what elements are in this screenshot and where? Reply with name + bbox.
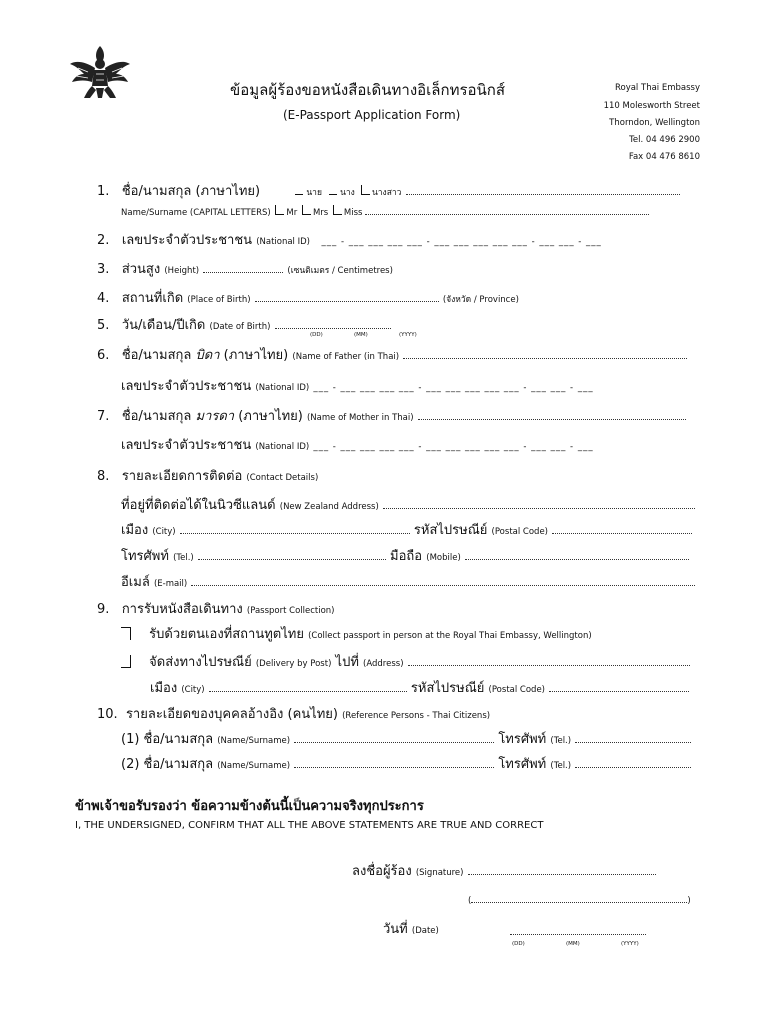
q8-address-label-th: ที่อยู่ที่ติดต่อได้ในนิวซีแลนด์ <box>121 498 276 513</box>
date-field[interactable] <box>510 924 646 935</box>
signature-label-th: ลงชื่อผู้ร้อง <box>352 864 412 879</box>
embassy-street: 110 Molesworth Street <box>603 101 700 111</box>
q8-address-label-en: (New Zealand Address) <box>279 502 379 512</box>
ref2-name-field[interactable] <box>294 757 494 768</box>
q6-label-th2: (ภาษาไทย) <box>223 348 289 363</box>
mrs-label: Mrs <box>312 208 329 218</box>
mrs-th-checkbox[interactable] <box>329 194 337 195</box>
q1-number: 1. <box>97 184 110 199</box>
embassy-city: Thorndon, Wellington <box>609 118 700 128</box>
printed-name-row <box>468 892 691 906</box>
q10-row <box>97 703 490 724</box>
date-label-en: (Date) <box>411 926 439 936</box>
mr-th-checkbox[interactable] <box>295 194 303 195</box>
q9-label-th: การรับหนังสือเดินทาง <box>121 602 243 617</box>
q1-label-th: ชื่อ/นามสกุล (ภาษาไทย) <box>121 184 261 199</box>
q8-tel-label-en: (Tel.) <box>173 553 194 563</box>
postcode-field[interactable] <box>552 523 692 534</box>
delivery-by-post-label-en: (Delivery by Post) <box>255 659 332 669</box>
garuda-emblem-icon <box>68 42 132 100</box>
miss-label: Miss <box>343 208 363 218</box>
q6-number: 6. <box>97 348 110 363</box>
printed-name-open: ( <box>468 896 472 906</box>
q7-label-th: ชื่อ/นามสกุล <box>121 409 192 424</box>
declaration-en: I, THE UNDERSIGNED, CONFIRM THAT ALL THE ABOVE STATEMENTS ARE TRUE AND CORRECT <box>75 820 544 831</box>
q3-label-en: (Height) <box>164 266 200 276</box>
date-yyyy-hint: (YYYY) <box>621 941 639 947</box>
date-row <box>383 918 439 939</box>
mr-th-label: นาย <box>306 188 322 198</box>
mr-checkbox[interactable] <box>275 205 284 215</box>
national-id-field[interactable]: ___ - ___ ___ ___ ___ - ___ ___ ___ ___ ___ - ___ ___ - ___ <box>314 237 602 247</box>
delivery-by-post-checkbox[interactable] <box>121 655 131 668</box>
ref1-tel-label-th: โทรศัพท์ <box>498 732 547 747</box>
q2-label-en: (National ID) <box>256 237 310 247</box>
q1-label-en: Name/Surname (CAPITAL LETTERS) <box>121 208 271 218</box>
q3-label-th: ส่วนสูง <box>121 262 161 277</box>
q9-number: 9. <box>97 602 110 617</box>
dob-field[interactable] <box>275 318 391 329</box>
ref2-label-th: (2) ชื่อ/นามสกุล <box>121 757 214 772</box>
q7-label-th2: (ภาษาไทย) <box>238 409 303 424</box>
ref2-label-en: (Name/Surname) <box>217 761 291 771</box>
q3-number: 3. <box>97 262 110 277</box>
embassy-tel: Tel. 04 496 2900 <box>629 135 700 145</box>
ref2-tel-label-en: (Tel.) <box>550 761 572 771</box>
mr-label: Mr <box>286 208 298 218</box>
q7-number: 7. <box>97 409 110 424</box>
q9-postcode-label-en: (Postal Code) <box>488 685 545 695</box>
q10-label-th: รายละเอียดของบุคคลอ้างอิง (คนไทย) <box>125 707 338 722</box>
miss-th-label: นางสาว <box>371 188 402 198</box>
q10-number: 10. <box>97 707 118 722</box>
ref1-tel-field[interactable] <box>575 732 691 743</box>
q8-number: 8. <box>97 469 110 484</box>
birthplace-field[interactable] <box>255 291 439 302</box>
nz-address-field[interactable] <box>383 498 695 509</box>
collect-in-person-label-en: (Collect passport in person at the Royal Thai Embassy, Wellington) <box>308 631 592 641</box>
ref1-label-th: (1) ชื่อ/นามสกุล <box>121 732 214 747</box>
delivery-postcode-field[interactable] <box>549 681 689 692</box>
signature-row <box>352 860 656 881</box>
q5-label-en: (Date of Birth) <box>209 322 271 332</box>
q1-row-en <box>121 204 649 218</box>
q7-id-label-en: (National ID) <box>255 442 310 452</box>
name-th-field[interactable] <box>406 184 680 195</box>
q7-id-row <box>121 434 594 455</box>
q6-row <box>97 344 687 365</box>
q4-number: 4. <box>97 291 110 306</box>
q8-email-row <box>121 571 695 592</box>
q9-option1-row <box>121 623 592 644</box>
q9-row <box>97 598 335 619</box>
q7-label-en: (Name of Mother in Thai) <box>306 413 414 423</box>
mobile-field[interactable] <box>465 549 689 560</box>
q4-label-th: สถานที่เกิด <box>121 291 184 306</box>
father-id-field[interactable]: ___ - ___ ___ ___ ___ - ___ ___ ___ ___ ___ - ___ ___ - ___ <box>313 383 594 393</box>
q8-mobile-label-en: (Mobile) <box>426 553 461 563</box>
q6-label-en: (Name of Father (in Thai) <box>292 352 400 362</box>
name-en-field[interactable] <box>365 204 649 215</box>
delivery-address-field[interactable] <box>408 655 690 666</box>
q5-number: 5. <box>97 318 110 333</box>
embassy-fax: Fax 04 476 8610 <box>628 152 700 162</box>
q9-city-label-en: (City) <box>181 685 205 695</box>
q8-phone-row <box>121 545 689 566</box>
ref2-tel-field[interactable] <box>575 757 691 768</box>
q2-row <box>97 229 602 250</box>
q9-label-en: (Passport Collection) <box>246 606 335 616</box>
miss-checkbox[interactable] <box>333 205 342 215</box>
q5-label-th: วัน/เดือน/ปีเกิด <box>121 318 206 333</box>
declaration-th: ข้าพเจ้าขอรับรองว่า ข้อความข้างต้นนี้เป็นความจริงทุกประการ <box>75 799 424 814</box>
q5-row <box>97 314 391 335</box>
q3-unit: (เซนติเมตร / Centimetres) <box>287 266 393 276</box>
q6-id-row <box>121 375 594 396</box>
form-title-th: ข้อมูลผู้ร้องขอหนังสือเดินทางอิเล็กทรอนิกส์ <box>230 81 506 99</box>
ref1-tel-label-en: (Tel.) <box>550 736 572 746</box>
q8-tel-label-th: โทรศัพท์ <box>121 549 169 564</box>
q10-ref2-row <box>121 753 691 774</box>
q4-label-en: (Place of Birth) <box>187 295 251 305</box>
q10-label-en: (Reference Persons - Thai Citizens) <box>342 711 491 721</box>
q9-city-row <box>150 677 689 698</box>
date-field-wrap <box>510 920 646 939</box>
q8-city-label-en: (City) <box>152 527 176 537</box>
collect-in-person-label-th: รับด้วยตนเองที่สถานทูตไทย <box>149 627 304 642</box>
q7-label-mother: มารดา <box>195 409 235 424</box>
printed-name-field[interactable] <box>471 892 687 903</box>
q9-city-label-th: เมือง <box>150 681 178 696</box>
q2-label-th: เลขประจำตัวประชาชน <box>121 233 253 248</box>
q2-number: 2. <box>97 233 110 248</box>
father-name-field[interactable] <box>403 348 687 359</box>
embassy-name: Royal Thai Embassy <box>614 83 700 93</box>
q1-row-th <box>97 180 680 201</box>
q4-row <box>97 287 519 308</box>
q6-label-father: บิดา <box>195 348 220 363</box>
q6-label-th: ชื่อ/นามสกุล <box>121 348 192 363</box>
q7-id-label-th: เลขประจำตัวประชาชน <box>121 438 252 453</box>
q8-email-label-en: (E-mail) <box>153 579 188 589</box>
q9-postcode-label-th: รหัสไปรษณีย์ <box>410 681 485 696</box>
collect-in-person-checkbox[interactable] <box>121 627 131 640</box>
q8-label-en: (Contact Details) <box>246 473 319 483</box>
dob-yyyy-hint: (YYYY) <box>399 332 417 338</box>
date-label-th: วันที่ <box>383 922 408 937</box>
miss-th-checkbox[interactable] <box>361 185 370 195</box>
mrs-th-label: นาง <box>340 188 355 198</box>
form-title-en: (E-Passport Application Form) <box>283 108 461 122</box>
tel-field[interactable] <box>198 549 386 560</box>
printed-name-close: ) <box>687 896 691 906</box>
q8-mobile-label-th: มือถือ <box>390 549 423 564</box>
q7-row <box>97 405 686 426</box>
delivery-city-field[interactable] <box>209 681 407 692</box>
date-dd-hint: (DD) <box>512 941 525 947</box>
height-field[interactable] <box>203 262 283 273</box>
date-mm-hint: (MM) <box>566 941 580 947</box>
q8-label-th: รายละเอียดการติดต่อ <box>121 469 243 484</box>
q6-id-label-en: (National ID) <box>255 383 310 393</box>
mrs-checkbox[interactable] <box>302 205 311 215</box>
ref2-tel-label-th: โทรศัพท์ <box>498 757 547 772</box>
q8-city-row <box>121 519 692 540</box>
delivery-by-post-label-th: จัดส่งทางไปรษณีย์ <box>149 655 252 670</box>
dob-dd-hint: (DD) <box>310 332 323 338</box>
q8-email-label-th: อีเมล์ <box>121 575 150 590</box>
delivery-to-label-th: ไปที่ <box>335 655 359 670</box>
q8-postcode-label-en: (Postal Code) <box>491 527 548 537</box>
q10-ref1-row <box>121 728 691 749</box>
city-field[interactable] <box>180 523 410 534</box>
email-field[interactable] <box>191 575 695 586</box>
ref1-name-field[interactable] <box>294 732 494 743</box>
dob-mm-hint: (MM) <box>354 332 368 338</box>
signature-label-en: (Signature) <box>415 868 464 878</box>
signature-field[interactable] <box>468 864 656 875</box>
ref1-label-en: (Name/Surname) <box>217 736 291 746</box>
q8-row <box>97 465 318 486</box>
mother-name-field[interactable] <box>418 409 686 420</box>
q6-id-label-th: เลขประจำตัวประชาชน <box>121 379 252 394</box>
delivery-address-label-en: (Address) <box>363 659 404 669</box>
q8-address-row <box>121 494 695 515</box>
q3-row <box>97 258 393 279</box>
q8-postcode-label-th: รหัสไปรษณีย์ <box>413 523 488 538</box>
mother-id-field[interactable]: ___ - ___ ___ ___ ___ - ___ ___ ___ ___ ___ - ___ ___ - ___ <box>313 442 594 452</box>
q4-suffix: (จังหวัด / Province) <box>442 295 519 305</box>
q9-option2-row <box>121 651 690 672</box>
q8-city-label-th: เมือง <box>121 523 149 538</box>
